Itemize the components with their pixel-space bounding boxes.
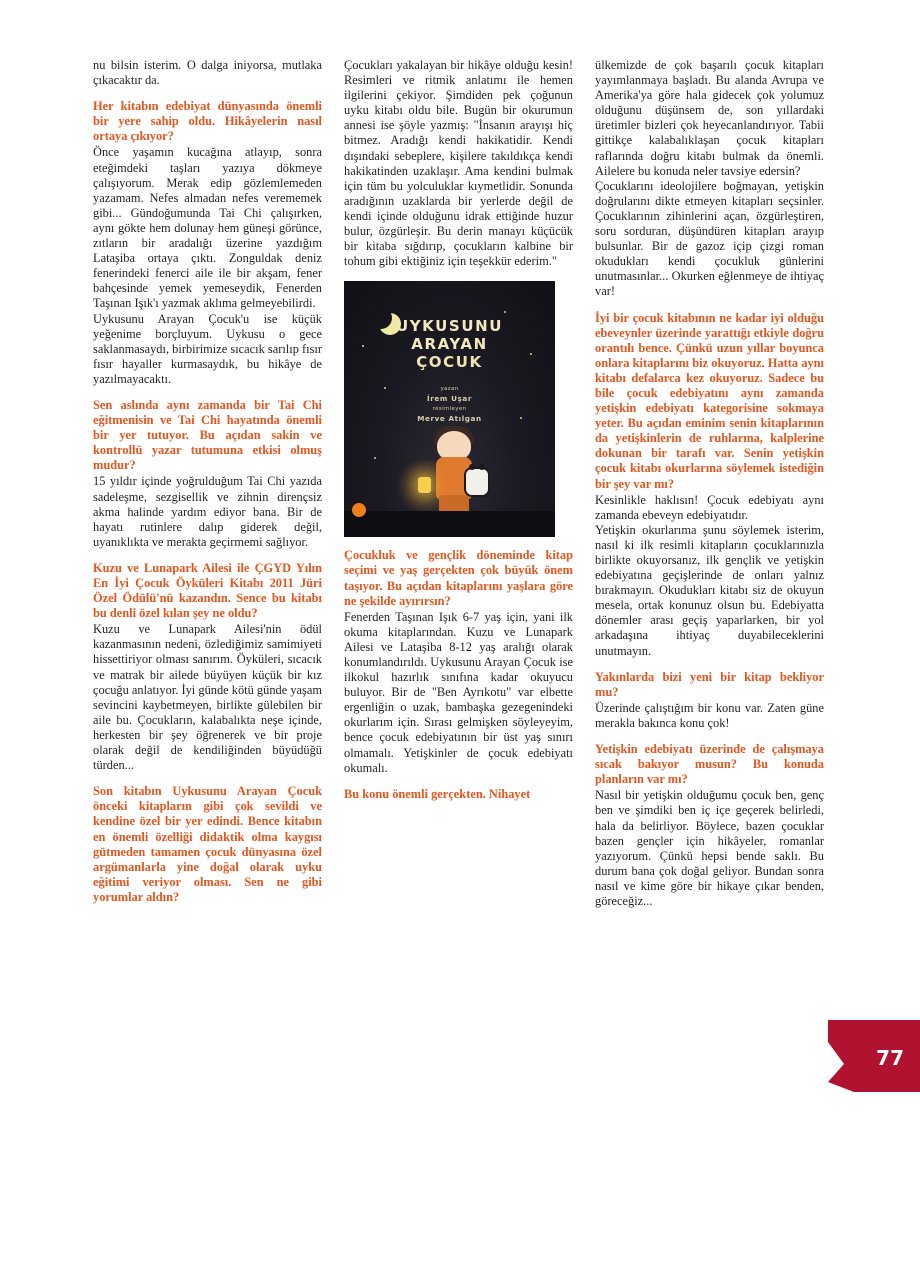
paragraph: Nasıl bir yetişkin olduğumu çocuk ben, genç ben ve şimdiki ben iç içe geçerek belirledi, hala da belirliyor. Böylece, bazen çocuklar bazen gençler için hikâyeler, romanlar yazıyorum. Çünkü hepsi bende saklı. Bu durum bana çok doğal geliyor. Bundan sonra nasıl ve kime göre bir hikaye çıkar benden, göreceğiz... xyxy=(595,788,824,908)
cover-author-label: yazan xyxy=(440,386,459,393)
interview-question: Sen aslında aynı zamanda bir Tai Chi eğitmenisin ve Tai Chi hayatında önemli bir yer tutuyor. Bu açıdan sakin ve kontrollü yazar tutumuna etkisi olmuş mudur? xyxy=(93,397,322,473)
column-1 xyxy=(93,58,322,909)
page-number: 77 xyxy=(876,1046,904,1070)
interview-question: Bu konu önemli gerçekten. Nihayet xyxy=(344,786,531,801)
cover-title xyxy=(344,317,555,371)
paragraph: 15 yıldır içinde yoğrulduğum Tai Chi yazıda sadeleşme, sezgisellik ve zihnin dirençsiz akma halinde yardım ediyor bana. Bir de hayatı rutinlere dalıp giderek değil, uyanıklıkta ve merakta geçirmemi sağlıyor. xyxy=(93,474,322,549)
cover-title-line3: ÇOCUK xyxy=(416,353,483,372)
paragraph: Yetişkin okurlarıma şunu söylemek isterim, nasıl ki ilk resimli kitapların çocuklarınızla birlikte okuyorsanız, ilk gençlik ve yetişkin edebiyatına geçişlerinde de onları yalnız bırakmayın. Okudukları kitabı siz de okuyun mesela, ortak konunuz olsun bu. Edebiyatta dönemler arası geçiş yaparlarken, bir yol arkadaşına ihtiyaç duyabileceklerini unutmayın. xyxy=(595,522,824,658)
cover-ground xyxy=(344,511,555,537)
interview-question: Son kitabın Uykusunu Arayan Çocuk önceki kitapların gibi çok sevildi ve kendine özel bir yer edindi. Bence kitabın en önemli özelliği didaktik olma kaygısı gütmeden tamamen çocuk dünyasına özel argümanlarla yine doğal olarak uyku eğitimi veriyor olması. Sen ne gibi yorumlar aldın? xyxy=(93,784,322,904)
article-columns xyxy=(93,58,825,909)
interview-question: Yetişkin edebiyatı üzerinde de çalışmaya sıcak bakıyor musun? Bu konuda planların var mı? xyxy=(595,742,824,787)
paragraph: Önce yaşamın kucağına atlayıp, sonra eteğimdeki taşları yazıya dökmeye çalışıyorum. Merak edip gözlemlemeden yazamam. Nefes almadan nefes verememek gibi... Gündoğumunda Tai Chi çalışırken, aynı gökte hem dolunay hem güneşi görünce, zıtların bir aradalığı üzerine yazdığım Lataşiba ortaya çıktı. Zonguldak deniz fenerindeki fenerci aile ile bir akşam, fener bahçesinde yemek yemeseydik, Fenerden Taşınan Işık'ı yazmak aklıma gelmeyebilirdi. xyxy=(93,145,322,311)
panda-toy-icon xyxy=(464,467,490,497)
column-2 xyxy=(344,58,573,909)
paragraph: Uykusunu Arayan Çocuk'u ise küçük yeğenime borçluyum. Uykusu o gece saklanmasaydı, birbirimize sıcacık sarılıp fısır fısır hayaller kurmasaydık, bu hikâye de yazılmayacaktı. xyxy=(93,311,322,386)
page-tag-shape xyxy=(828,1020,920,1092)
cover-title-line1: UYKUSUNU xyxy=(395,317,504,336)
paragraph: Üzerinde çalıştığım bir konu var. Zaten güne merakla bakınca konu çok! xyxy=(595,700,824,730)
paragraph: Çocuklarını ideolojilere boğmayan, yetişkin doğrularını dikte etmeyen kitapları seçsinler. Çocuklarının zihinlerini açan, özgürleştiren, soru sorduran, düşündüren kitapları arayıp bulsunlar. Bir de gazoz içip çizgi roman okudukları kendi çocukluk günlerini unutmasınlar... Okurken eğlenmeye de ihtiyaç var! xyxy=(595,178,824,299)
interview-question: Yakınlarda bizi yeni bir kitap bekliyor mu? xyxy=(595,669,824,699)
paragraph: Fenerden Taşınan Işık 6-7 yaş için, yani ilk okuma kitaplarından. Kuzu ve Lunapark Ailesi ve Lataşiba 8-12 yaş aralığı olarak konumlandırıldı. Uykusunu Arayan Çocuk ise ilkokul hazırlık sınıfına kadar okuyucu buluyor. Bir de "Ben Ayrıkotu" var elbette ergenliğin o uzak, bambaşka gezegenindeki okurlarım için. Sırası gelmişken söyleyeyim, bence çocuk edebiyatının bir üst yaş sınırı olmamalı. Yetişkinler de çocuk edebiyatı okumalı. xyxy=(344,609,573,775)
cover-title-line2: ARAYAN xyxy=(411,335,488,354)
column-3 xyxy=(595,58,824,909)
book-cover-image xyxy=(344,281,555,537)
page-number-tag xyxy=(828,1020,920,1092)
cover-illustrator-name: Merve Atılgan xyxy=(417,414,482,424)
interview-question: İyi bir çocuk kitabının ne kadar iyi olduğu ebeveynler üzerinde yarattığı etkiyle doğru orantılı bence. Çünkü uzun yıllar boyunca onlara kitaplarını biz okuyoruz. Hatta aynı kitabı defalarca kez okuyoruz. Sadece bu bile çocuk edebiyatını aynı zamanda yetişkin edebiyatı kategorisine sokmaya yeter. Bu açıdan eminim senin kitaplarının da yetişkinlerin de ruhlarına, kalplerine dokunan bir tarafı var. Senin yetişkin çocuk kitabı okurlarına söylemek istediğin bir şey var mı? xyxy=(595,310,824,491)
paragraph: ülkemizde de çok başarılı çocuk kitapları yayımlanmaya başladı. Bu alanda Avrupa ve Amerika'ya göre hala gidecek çok yolumuz olduğunu düşünsem de, son yıllardaki üretimler bizleri çok heyecanlandırıyor. Tabii gittikçe kalabalıklaşan çocuk kitapları raflarında doğru kitabı bulmak da önemli. Ailelere bu konuda neler tavsiye edersin? xyxy=(595,58,824,178)
paragraph: Kesinlikle haklısın! Çocuk edebiyatı aynı zamanda ebeveyn edebiyatıdır. xyxy=(595,492,824,522)
interview-question: Çocukluk ve gençlik döneminde kitap seçimi ve yaş gerçekten çok büyük önem taşıyor. Bu açıdan kitaplarını yaşlara göre ne şekilde ayırırsın? xyxy=(344,548,573,608)
lantern-icon xyxy=(418,477,431,493)
cover-author-name: İrem Uşar xyxy=(427,394,472,404)
cover-credits xyxy=(344,385,555,425)
cover-illustrator-label: resimleyen xyxy=(432,406,467,413)
interview-question: Her kitabın edebiyat dünyasında önemli bir yere sahip oldu. Hikâyelerin nasıl ortaya çıkıyor? xyxy=(93,99,322,144)
interview-question: Kuzu ve Lunapark Ailesi ile ÇGYD Yılın En İyi Çocuk Öyküleri Kitabı 2011 Jüri Özel Ödülü'nü kazandın. Sence bu kitabı bu denli özel kılan şey ne oldu? xyxy=(93,560,322,621)
paragraph: nu bilsin isterim. O dalga iniyorsa, mutlaka çıkacaktır da. xyxy=(93,58,322,88)
paragraph: Çocukları yakalayan bir hikâye olduğu kesin! Resimleri ve ritmik anlatımı ile hemen ilgilerini çekiyor. Şimdiden pek çoğunun uyku kitabı oldu bile. Bugün bir okurumun annesi ise şöyle yazmış: "İnsanın arayışı hiç bitmez. Aradığı kendi hakikatidir. Kendi dışındaki sebeplere, kişilere takıldıkça kendi hakikatinden uzaklaşır. Ama kendini bulmak için tüm bu yolculuklar kıymetlidir. Sonunda aradığının uzaklarda bir yerlerde değil de kendi içinde olduğunu idrak ettiğinde huzur bulur, özgürleşir. Bu derin manayı küçücük bir kitaba sığdırıp, çocukların kalbine bir tohum gibi ektiğiniz için teşekkür ederim." xyxy=(344,58,573,269)
paragraph: Kuzu ve Lunapark Ailesi'nin ödül kazanmasının nedeni, özlediğimiz samimiyeti hissettiriyor olması sanırım. Öyküleri, sıcacık ve matrak bir ailede büyüyen küçük bir kız çocuğu anlatıyor. İyi günde kötü günde yaşam sevincini kaybetmeyen, birlikte gülebilen bir aile bu. Çocukların, kalabalıkta neşe içinde, herkesten bir şey öğrenerek ve bir proje olarak değil de kendiliğinden büyüdüğü türden... xyxy=(93,622,322,773)
